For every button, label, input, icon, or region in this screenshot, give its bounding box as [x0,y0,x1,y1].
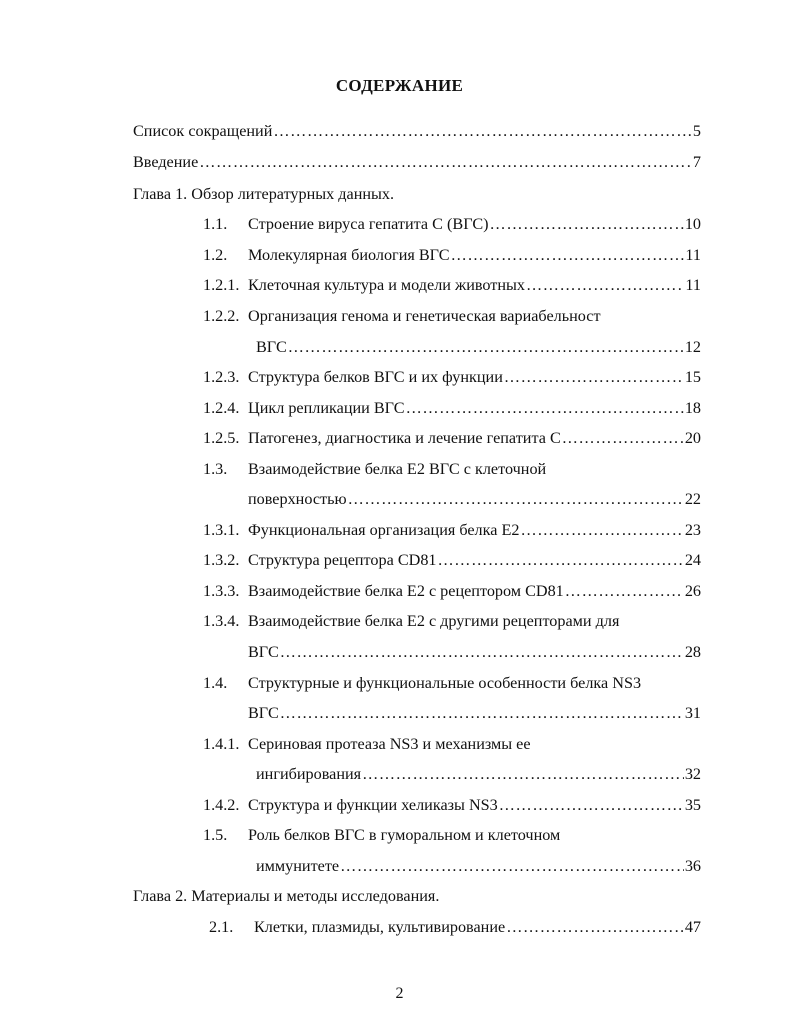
toc-page: 10 [684,215,701,233]
toc-leader-dots [199,151,692,173]
toc-label: Структура и функции хеликазы NS3 [248,796,498,814]
toc-page: 15 [684,368,701,386]
toc-entry [203,733,701,755]
toc-number: 1.5. [203,826,228,844]
toc-page: 22 [684,490,701,508]
toc-label: Клетки, плазмиды, культивирование [254,918,506,936]
toc-entry [203,610,701,632]
toc-leader-dots [506,916,684,938]
toc-number: 1.2.4. [203,399,240,417]
toc-label: Взаимодействие белка Е2 с рецептором CD81 [248,582,564,600]
toc-leader-dots [499,794,684,816]
toc-number: 1.3.1. [203,521,240,539]
toc-leader-dots [288,336,684,358]
toc-label: Патогенез, диагностика и лечение гепатита С [248,429,561,447]
toc-label: Введение [133,153,199,171]
toc-label: Роль белков ВГС в гуморальном и клеточном [248,826,561,844]
toc-number: 1.2.5. [203,429,240,447]
toc-entry [203,580,701,602]
toc-entry [203,366,701,388]
toc-number: 1.3. [203,460,228,478]
toc-number: 1.1. [203,215,228,233]
toc-label: Список сокращений [133,122,273,140]
toc-entry [248,488,701,510]
toc-entry [203,672,701,694]
toc-entry [256,336,701,358]
toc-leader-dots [451,244,685,266]
toc-leader-dots [526,274,684,296]
toc-entry [203,213,701,235]
toc-label: иммунитете [256,857,340,875]
toc-page: 35 [684,796,701,814]
toc-entry [133,885,701,907]
toc-page: 28 [684,643,701,661]
toc-number: 1.2. [203,246,228,264]
toc-entry [248,641,701,663]
toc-number: 1.3.3. [203,582,240,600]
toc-label: ВГС [248,704,279,722]
toc-page: 11 [685,246,701,264]
toc-leader-dots [362,763,684,785]
toc-entry [203,397,701,419]
toc-page: 11 [685,276,701,294]
toc-number: 1.3.2. [203,551,240,569]
toc-label: ингибирования [256,765,362,783]
toc-page: 24 [684,551,701,569]
toc-leader-dots [280,641,684,663]
toc-entry [248,702,701,724]
toc-label: Глава 1. Обзор литературных данных. [133,185,395,203]
toc-number: 1.4.1. [203,735,240,753]
toc-label: Строение вируса гепатита С (ВГС) [248,215,489,233]
toc-page: 18 [684,399,701,417]
toc-entry [203,458,701,480]
toc-page: 31 [684,704,701,722]
toc-label: Структура белков ВГС и их функции [248,368,503,386]
toc-entry [203,549,701,571]
toc-leader-dots [340,855,684,877]
toc-page: 47 [684,918,701,936]
toc-number: 1.4. [203,674,228,692]
toc-label: Функциональная организация белка Е2 [248,521,520,539]
toc-label: поверхностью [248,490,347,508]
toc-page: 23 [684,521,701,539]
toc-leader-dots [280,702,684,724]
toc-page: 36 [684,857,701,875]
toc-label: Клеточная культура и модели животных [248,276,525,294]
toc-entry [133,120,701,142]
toc-label: Молекулярная биология ВГС [248,246,450,264]
toc-entry [203,427,701,449]
toc-number: 1.2.1. [203,276,240,294]
toc-label: Сериновая протеаза NS3 и механизмы ее [248,735,531,753]
toc-leader-dots [490,213,684,235]
toc-entry [203,305,701,327]
toc-leader-dots [273,120,692,142]
toc-entry [203,519,701,541]
toc-leader-dots [562,427,684,449]
toc-number: 1.4.2. [203,796,240,814]
toc-number: 1.2.2. [203,307,240,325]
toc-entry [133,151,701,173]
toc-label: Взаимодействие белка Е2 ВГС с клеточной [248,460,547,478]
toc-number: 1.3.4. [203,612,240,630]
page-number: 2 [395,985,404,1002]
toc-label: Глава 2. Материалы и методы исследования. [133,887,440,905]
toc-number: 2.1. [209,918,234,936]
toc-page: 26 [684,582,701,600]
toc-entry [203,244,701,266]
toc-label: Структурные и функциональные особенности белка NS3 [248,674,642,692]
toc-label: Взаимодействие белка Е2 с другими рецепторами для [248,612,620,630]
toc-entry [256,763,701,785]
toc-leader-dots [504,366,684,388]
toc-page: 5 [692,122,701,140]
page-title: СОДЕРЖАНИЕ [335,76,464,95]
toc-label: ВГС [256,338,287,356]
toc-leader-dots [438,549,684,571]
toc-leader-dots [406,397,684,419]
toc-entry [209,916,701,938]
toc-label: Цикл репликации ВГС [248,399,405,417]
toc-page: 12 [684,338,701,356]
toc-label: ВГС [248,643,279,661]
toc-leader-dots [565,580,684,602]
toc-entry [203,824,701,846]
toc-label: Структура рецептора CD81 [248,551,437,569]
toc-page: 7 [692,153,701,171]
toc-entry [203,794,701,816]
toc-entry [203,274,701,296]
toc-page: 32 [684,765,701,783]
toc-entry [133,183,701,205]
toc-page: 20 [684,429,701,447]
toc-leader-dots [348,488,684,510]
toc-leader-dots [520,519,683,541]
toc-entry [256,855,701,877]
toc-label: Организация генома и генетическая вариабельност [248,307,601,325]
toc-number: 1.2.3. [203,368,240,386]
